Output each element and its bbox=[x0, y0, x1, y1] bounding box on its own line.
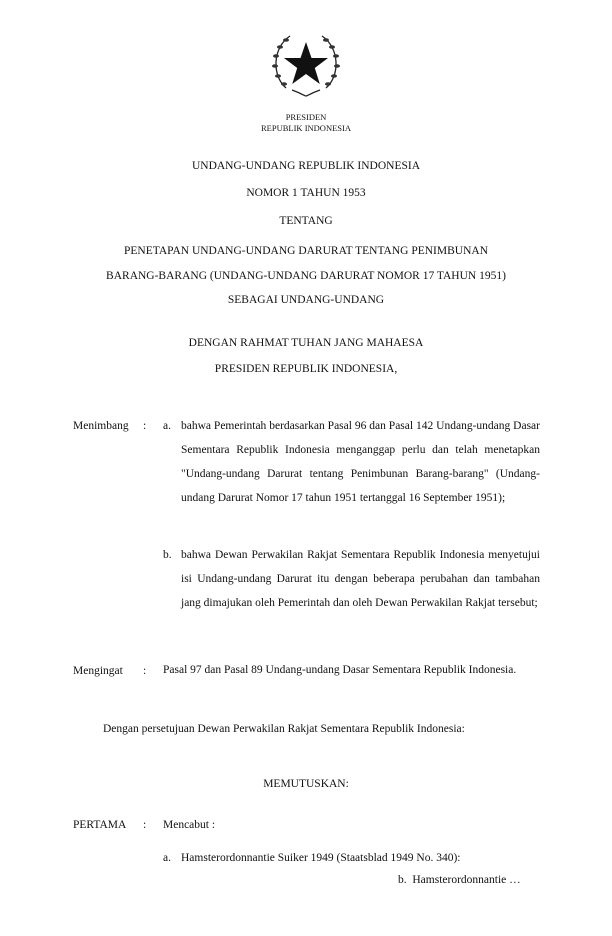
header-line1: PRESIDEN bbox=[285, 112, 327, 122]
title-line: BARANG-BARANG (UNDANG-UNDANG DARURAT NOMOR 17 TAHUN 1951) bbox=[106, 270, 506, 282]
title-line: NOMOR 1 TAHUN 1953 bbox=[246, 187, 366, 199]
title-line: PRESIDEN REPUBLIK INDONESIA, bbox=[214, 363, 398, 375]
title-line: UNDANG-UNDANG REPUBLIK INDONESIA bbox=[191, 160, 421, 172]
title-line: DENGAN RAHMAT TUHAN JANG MAHAESA bbox=[188, 337, 424, 349]
star-wreath-emblem bbox=[268, 28, 344, 98]
colon: : bbox=[143, 819, 147, 831]
colon: : bbox=[143, 665, 147, 677]
continuation-text: b. Hamsterordonnantie … bbox=[398, 874, 521, 886]
menimbang-b-text: bahwa Dewan Perwakilan Rakjat Sementara Republik Indonesia menyetujui isi Undang-undang Darurat itu dengan beberapa perubahan dan tambahan jang dimajukan oleh Pemerintah dan oleh Dewan Perwakilan Rakjat tersebut; bbox=[181, 549, 540, 609]
pertama-text: Mencabut : bbox=[163, 819, 216, 831]
colon: : bbox=[143, 420, 147, 432]
memutuskan-heading: MEMUTUSKAN: bbox=[263, 778, 349, 790]
pertama-label: PERTAMA bbox=[73, 819, 127, 831]
persetujuan-text: Dengan persetujuan Dewan Perwakilan Rakjat Sementara Republik Indonesia: bbox=[103, 723, 465, 735]
mengingat-text: Pasal 97 dan Pasal 89 Undang-undang Dasar Sementara Republik Indonesia. bbox=[163, 664, 517, 676]
menimbang-a-text: bahwa Pemerintah berdasarkan Pasal 96 dan Pasal 142 Undang-undang Dasar Sementara Republik Indonesia menganggap perlu dan telah menetapkan "Undang-undang Darurat tentang Penimbunan Barang-barang" (Undang-undang Darurat Nomor 17 tahun 1951 tertanggal 16 September 1951); bbox=[181, 420, 540, 504]
title-line: TENTANG bbox=[279, 215, 333, 227]
mengingat-label: Mengingat bbox=[73, 665, 123, 677]
header-line2: REPUBLIK INDONESIA bbox=[261, 123, 351, 133]
menimbang-label: Menimbang bbox=[73, 420, 129, 432]
pertama-a-text: Hamsterordonnantie Suiker 1949 (Staatsblad 1949 No. 340): bbox=[181, 852, 461, 864]
item-mark: b. bbox=[163, 549, 172, 561]
title-line: SEBAGAI UNDANG-UNDANG bbox=[227, 294, 385, 306]
item-mark: a. bbox=[163, 420, 171, 432]
title-line: PENETAPAN UNDANG-UNDANG DARURAT TENTANG PENIMBUNAN bbox=[123, 245, 489, 257]
item-mark: a. bbox=[163, 852, 171, 864]
